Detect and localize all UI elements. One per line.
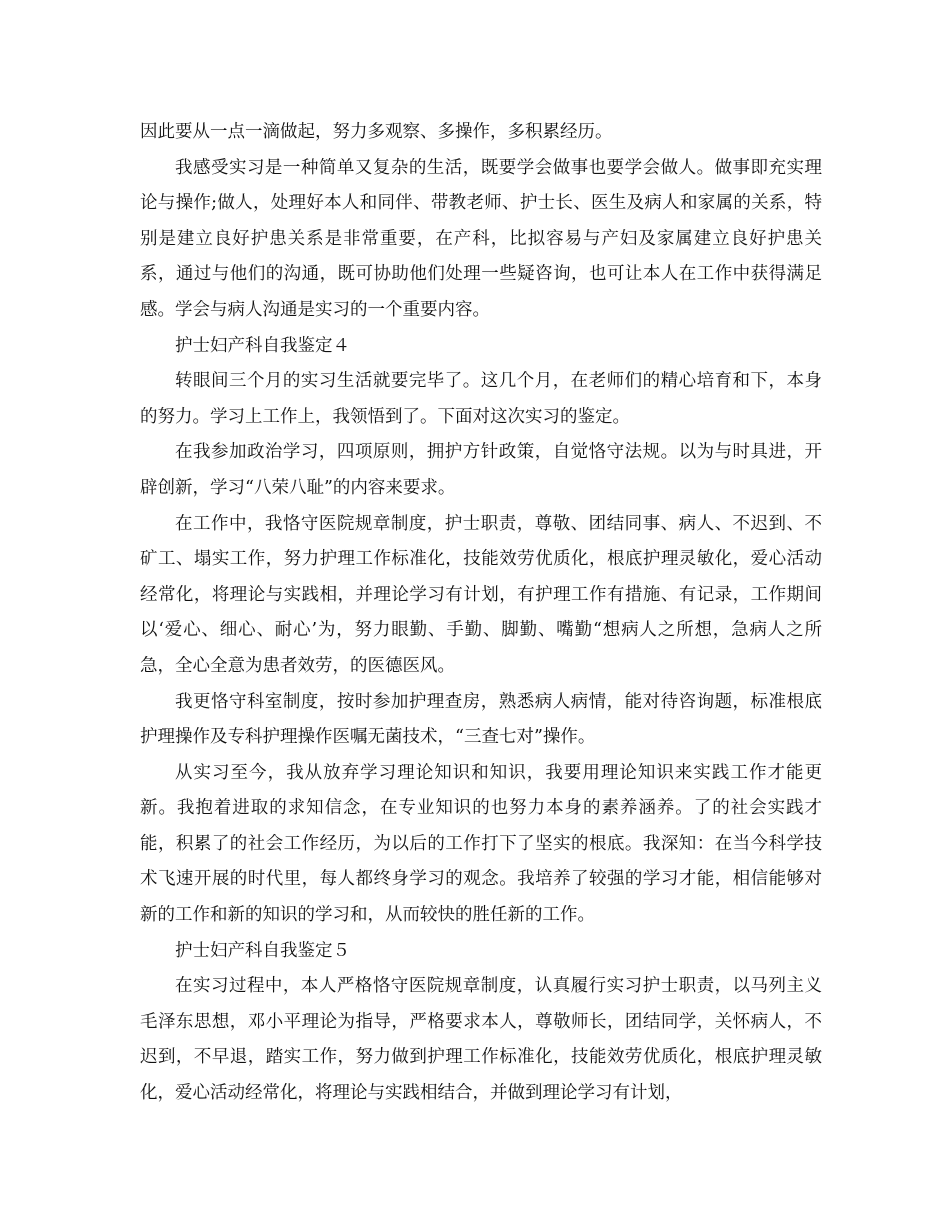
paragraph-continuation: 因此要从一点一滴做起，努力多观察、多操作，多积累经历。: [140, 122, 613, 142]
document-body: [140, 115, 822, 1112]
paragraph-communication: 我感受实习是一种简单又复杂的生活，既要学会做事也要学会做人。做事即充实理论与操作;做人，处理好本人和同伴、带教老师、护士长、医生及病人和家属的关系，特别是建立良好护患关系是非常重要，在产科，比拟容易与产妇及家属建立良好护患关系，通过与他们的沟通，既可协助他们处理一些疑咨询，也可让本人在工作中获得满足感。学会与病人沟通是实习的一个重要内容。: [140, 157, 822, 320]
paragraph-department-rules: 我更恪守科室制度，按时参加护理查房，熟悉病人病情，能对待咨询题，标准根底护理操作及专科护理操作医嘱无菌技术，“三查七对”操作。: [140, 691, 822, 748]
paragraph-work-conduct: 在工作中，我恪守医院规章制度，护士职责，尊敬、团结同事、病人、不迟到、不矿工、塌实工作，努力护理工作标准化，技能效劳优质化，根底护理灵敏化，爱心活动经常化，将理论与实践相，并理论学习有计划，有护理工作有措施、有记录，工作期间以‘爱心、细心、耐心’为，努力眼勤、手勤、脚勤、嘴勤“想病人之所想，急病人之所急，全心全意为患者效劳，的医德医风。: [140, 513, 822, 676]
section-heading-5: 护士妇产科自我鉴定５: [175, 940, 350, 961]
paragraph-internship-process: 在实习过程中，本人严格恪守医院规章制度，认真履行实习护士职责，以马列主义毛泽东思想，邓小平理论为指导，严格要求本人，尊敬师长，团结同学，关怀病人，不迟到，不早退，踏实工作，努力做到护理工作标准化，技能效劳优质化，根底护理灵敏化，爱心活动经常化，将理论与实践相结合，并做到理论学习有计划，: [140, 976, 822, 1104]
paragraph-internship-summary: 转眼间三个月的实习生活就要完毕了。这几个月，在老师们的精心培育和下，本身的努力。学习上工作上，我领悟到了。下面对这次实习的鉴定。: [140, 371, 822, 427]
paragraph-learning: 从实习至今，我从放弃学习理论知识和知识，我要用理论知识来实践工作才能更新。我抱着进取的求知信念，在专业知识的也努力本身的素养涵养。了的社会实践才能，积累了的社会工作经历，为以后的工作打下了坚实的根底。我深知：在当今科学技术飞速开展的时代里，每人都终身学习的观念。我培养了较强的学习才能，相信能够对新的工作和新的知识的学习和，从而较快的胜任新的工作。: [140, 762, 822, 926]
section-heading-4: 护士妇产科自我鉴定４: [175, 335, 350, 356]
paragraph-political-study: 在我参加政治学习，四项原则，拥护方针政策，自觉恪守法规。以为与时具进，开辟创新，学习“八荣八耻”的内容来要求。: [140, 442, 822, 498]
